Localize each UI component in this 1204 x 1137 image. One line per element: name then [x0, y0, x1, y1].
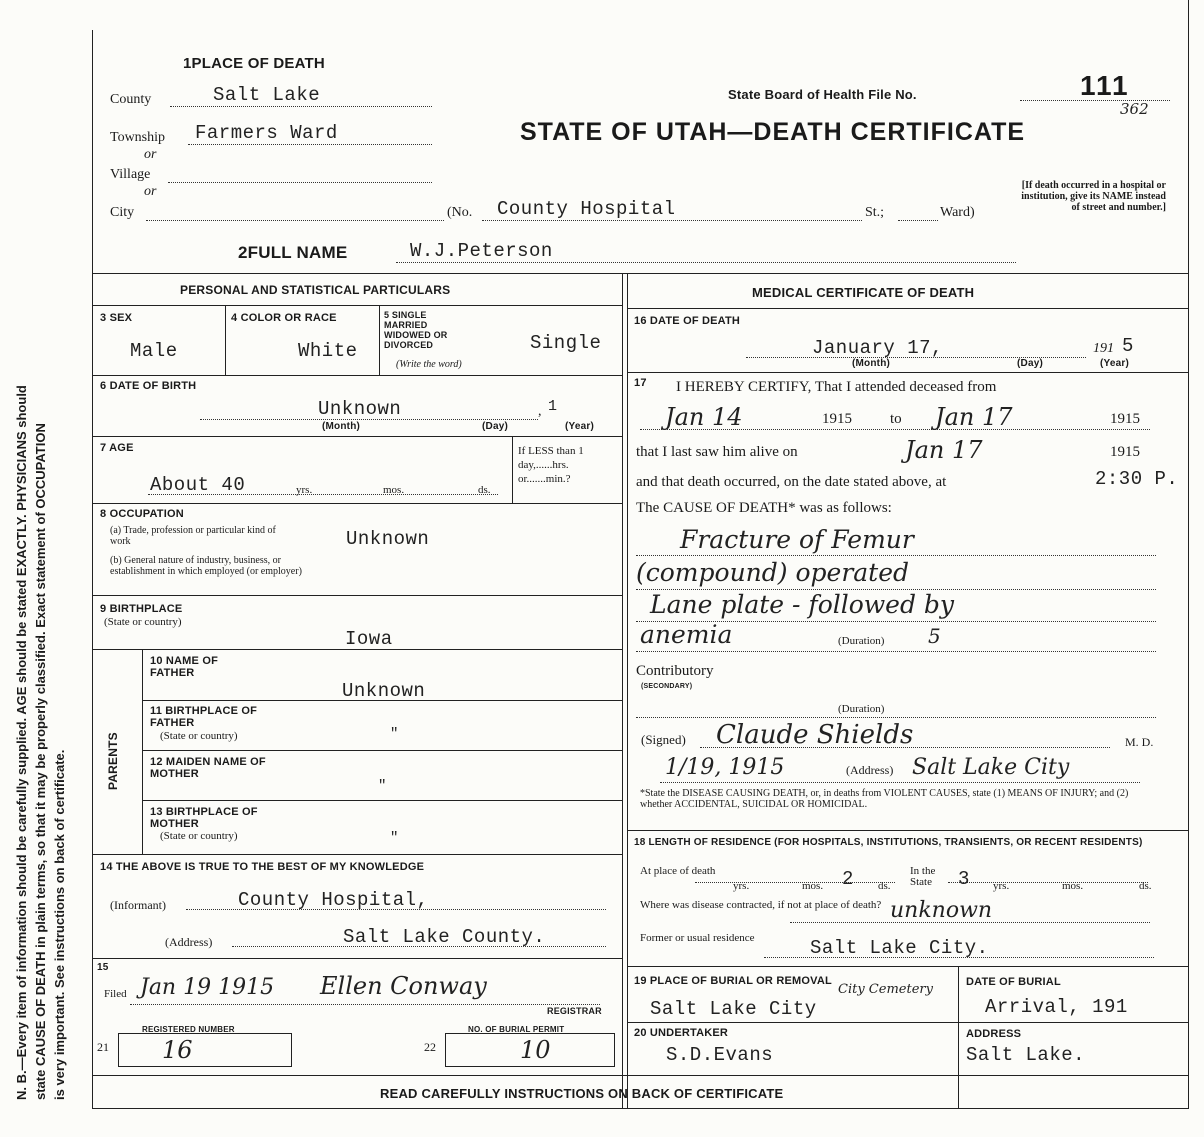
parents-label: PARENTS: [106, 732, 120, 790]
secondary-label: (SECONDARY): [641, 683, 693, 690]
dob-year: 1: [548, 398, 558, 415]
address-label-left: (Address): [165, 935, 213, 949]
burial-permit-label: NO. OF BURIAL PERMIT: [468, 1025, 565, 1034]
less-than: If LESS than 1 day,......hrs. or.......min.?: [518, 445, 584, 485]
occ-b-label: (b) General nature of industry, business, or establishment in which employed (or employer): [110, 555, 302, 577]
age-value: About 40: [150, 474, 246, 496]
cause-line-1: Fracture of Femur: [680, 525, 914, 554]
sex-value: Male: [130, 340, 178, 362]
reg-no-value: 16: [162, 1036, 193, 1064]
at-place-yrs: yrs.: [733, 880, 750, 892]
date-of-death-label: 16 DATE OF DEATH: [634, 315, 741, 327]
full-name-label: 2FULL NAME: [238, 243, 348, 262]
dob-month-cap: (Month): [322, 421, 361, 432]
last-saw-year: 1915: [1110, 444, 1140, 460]
mother-name-value: ": [378, 778, 387, 794]
marital-value: Single: [530, 332, 602, 354]
left-border: [92, 30, 93, 1108]
burial-permit-value: 10: [520, 1036, 551, 1064]
former-label: Former or usual residence: [640, 932, 755, 944]
occupation-value: Unknown: [346, 528, 430, 550]
mother-name-label: 12 MAIDEN NAME OF MOTHER: [150, 756, 266, 780]
dob-year-cap: (Year): [565, 421, 594, 432]
side-note-line2: state CAUSE OF DEATH in plain terms, so that it may be properly classified. Exact statement of OCCUPATION: [33, 423, 48, 1100]
death-time: 2:30 P.: [1095, 468, 1179, 490]
st-label: St.;: [865, 205, 885, 220]
father-name-value: Unknown: [342, 680, 426, 702]
dob-day-cap: (Day): [482, 421, 509, 432]
in-state-ds: ds.: [1139, 880, 1152, 892]
death-year-cap: (Year): [1100, 358, 1129, 369]
occ-a-label: (a) Trade, profession or particular kind of work: [110, 525, 276, 547]
burial-place-note: City Cemetery: [838, 982, 933, 997]
mother-bp-value: ": [390, 830, 399, 846]
birthplace-value: Iowa: [345, 628, 393, 650]
age-mos: mos.: [383, 484, 405, 496]
footer-note: READ CAREFULLY INSTRUCTIONS ON BACK OF CERTIFICATE: [380, 1086, 784, 1101]
file-no-value: 111: [1080, 70, 1130, 101]
cause-label: The CAUSE OF DEATH* was as follows:: [636, 500, 892, 516]
no-field: [482, 202, 862, 221]
in-state-mos: mos.: [1062, 880, 1084, 892]
informant-label: (Informant): [110, 898, 166, 912]
city-label: City: [110, 205, 135, 220]
place-of-death-heading: 1PLACE OF DEATH: [183, 55, 325, 72]
mother-bp-sub: (State or country): [160, 830, 238, 842]
signed-label: (Signed): [641, 732, 686, 747]
date-of-death-value: January 17,: [812, 337, 943, 359]
birthplace-sub: (State or country): [104, 616, 182, 628]
contracted-label: Where was disease contracted, if not at place of death?: [640, 899, 882, 911]
former-value: Salt Lake City.: [810, 937, 989, 959]
frame-top: [92, 273, 1189, 274]
filed-num: 15: [97, 962, 109, 973]
no-value: County Hospital: [497, 198, 676, 220]
contributory-label: Contributory: [636, 663, 714, 679]
undertaker-label: 20 UNDERTAKER: [634, 1027, 729, 1039]
to-year: 1915: [1110, 411, 1140, 427]
sex-label: 3 SEX: [100, 312, 133, 324]
informant-value: County Hospital,: [238, 889, 429, 911]
signed-address-label: (Address): [846, 763, 894, 777]
residence-label: 18 LENGTH OF RESIDENCE (FOR HOSPITALS, INSTITUTIONS, TRANSIENTS, OR RECENT RESIDENTS): [634, 837, 1143, 848]
undertaker-address-value: Salt Lake.: [966, 1044, 1086, 1066]
bottom-border: [92, 1108, 1189, 1109]
signed-date: 1/19, 1915: [665, 755, 785, 780]
reg-no-box: [118, 1033, 292, 1067]
father-bp-sub: (State or country): [160, 730, 238, 742]
at-place-value: 2: [842, 868, 854, 890]
burial-place-label: 19 PLACE OF BURIAL OR REMOVAL: [634, 975, 832, 987]
knowledge-label: 14 THE ABOVE IS TRUE TO THE BEST OF MY KNOWLEDGE: [100, 861, 425, 873]
file-no-label: State Board of Health File No.: [728, 87, 917, 102]
last-saw-value: Jan 17: [905, 436, 983, 464]
side-note-line3: is very important. See instructions on back of certificate.: [52, 749, 67, 1100]
file-no-sub: 362: [1120, 100, 1149, 118]
burial-place-value: Salt Lake City: [650, 998, 817, 1020]
at-place-label: At place of death: [640, 865, 716, 877]
age-yrs: yrs.: [296, 484, 313, 496]
last-saw-text: that I last saw him alive on: [636, 444, 798, 460]
no-label: (No.: [447, 205, 473, 220]
cause-line-2: (compound) operated: [636, 558, 910, 587]
color-label: 4 COLOR OR RACE: [231, 312, 337, 324]
burial-permit-prefix: 22: [424, 1040, 436, 1054]
full-name-value: W.J.Peterson: [410, 240, 553, 262]
contracted-value: unknown: [890, 898, 993, 923]
occupation-label: 8 OCCUPATION: [100, 508, 184, 520]
village-label: Village: [110, 167, 151, 182]
undertaker-value: S.D.Evans: [666, 1044, 774, 1066]
dob-value: Unknown: [318, 398, 402, 420]
at-place-mos: mos.: [802, 880, 824, 892]
certify-num: 17: [634, 377, 647, 389]
age-label: 7 AGE: [100, 442, 134, 454]
cause-line-4: anemia: [640, 620, 733, 649]
marital-label: 5 SINGLE MARRIED WIDOWED OR DIVORCED: [384, 310, 448, 350]
address-value-left: Salt Lake County.: [343, 926, 546, 948]
father-bp-value: ": [390, 726, 399, 742]
violent-note: *State the DISEASE CAUSING DEATH, or, in deaths from VIOLENT CAUSES, state (1) MEANS OF INJURY; and (2) whether ACCIDENTAL, SUICIDAL OR HOMICIDAL.: [640, 788, 1129, 810]
undertaker-address-label: ADDRESS: [966, 1028, 1022, 1040]
death-day-cap: (Day): [1017, 358, 1044, 369]
dob-label: 6 DATE OF BIRTH: [100, 380, 197, 392]
md-label: M. D.: [1125, 735, 1154, 749]
color-value: White: [298, 340, 358, 362]
dob-comma: ,: [538, 404, 542, 419]
right-border: [1188, 0, 1189, 1108]
duration-value: 5: [928, 624, 941, 648]
father-bp-label: 11 BIRTHPLACE OF FATHER: [150, 705, 258, 729]
column-divider: [622, 273, 623, 1108]
reg-no-prefix: 21: [97, 1040, 109, 1054]
cause-line-3: Lane plate - followed by: [650, 590, 955, 619]
in-state-value: 3: [958, 868, 970, 890]
registrar-label: REGISTRAR: [547, 1006, 602, 1016]
certify-text: I HEREBY CERTIFY, That I attended deceased from: [676, 379, 997, 395]
death-year: 5: [1122, 335, 1134, 357]
burial-date-label: DATE OF BURIAL: [966, 976, 1061, 988]
side-note-line1: N. B.—Every item of information should be carefully supplied. AGE should be stated EXACTLY. PHYSICIANS should: [14, 385, 29, 1100]
death-year-prefix: 191: [1093, 341, 1114, 356]
ward-field: [898, 202, 938, 221]
marital-write: (Write the word): [396, 359, 462, 370]
birthplace-label: 9 BIRTHPLACE: [100, 603, 183, 615]
or-2: or: [144, 184, 157, 199]
column-divider-2: [627, 273, 628, 1108]
age-ds: ds.: [478, 484, 491, 496]
death-month-cap: (Month): [852, 358, 891, 369]
to-label: to: [890, 411, 902, 427]
contrib-duration-label: (Duration): [838, 703, 885, 715]
in-state-yrs: yrs.: [993, 880, 1010, 892]
county-value: Salt Lake: [213, 84, 321, 106]
hospital-note: [If death occurred in a hospital or institution, give its NAME instead of street and number.]: [1021, 180, 1166, 213]
city-field: [146, 202, 444, 221]
burial-date-value: Arrival, 191: [985, 996, 1128, 1018]
death-occurred-text: and that death occurred, on the date stated above, at: [636, 474, 947, 490]
village-field: [168, 162, 432, 183]
personal-heading: PERSONAL AND STATISTICAL PARTICULARS: [180, 283, 451, 297]
duration-label: (Duration): [838, 635, 885, 647]
certificate-title: STATE OF UTAH—DEATH CERTIFICATE: [520, 118, 1026, 146]
township-value: Farmers Ward: [195, 122, 338, 144]
attended-to: Jan 17: [935, 403, 1013, 431]
at-place-ds: ds.: [878, 880, 891, 892]
ward-label: Ward): [940, 205, 975, 220]
filed-label: Filed: [104, 988, 127, 1000]
registrar-signature: Ellen Conway: [320, 972, 487, 1000]
township-label: Township: [110, 130, 166, 145]
in-state-label: In the State: [910, 865, 936, 888]
medical-heading: MEDICAL CERTIFICATE OF DEATH: [752, 285, 975, 300]
signed-address: Salt Lake City: [912, 755, 1070, 780]
reg-no-label: REGISTERED NUMBER: [142, 1025, 235, 1034]
or-1: or: [144, 147, 157, 162]
from-year: 1915: [822, 411, 852, 427]
mother-bp-label: 13 BIRTHPLACE OF MOTHER: [150, 806, 258, 830]
filed-value: Jan 19 1915: [140, 975, 275, 1000]
signed-value: Claude Shields: [716, 720, 914, 750]
father-name-label: 10 NAME OF FATHER: [150, 655, 219, 679]
county-label: County: [110, 92, 152, 107]
attended-from: Jan 14: [665, 403, 743, 431]
